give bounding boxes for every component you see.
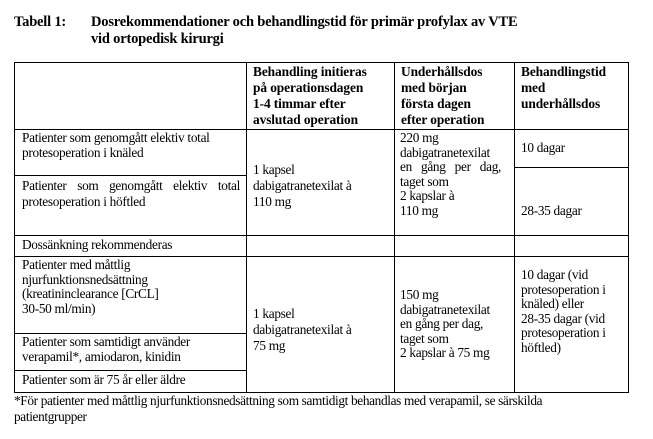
patient-line: verapamil*, amiodaron, kinidin <box>22 348 181 364</box>
dose-line: dabigatranetexilat <box>400 301 490 317</box>
duration-cell-reduced <box>521 268 627 355</box>
duration-cell-knee: 10 dagar <box>521 140 565 155</box>
patient-line: (kreatininclearance [CrCL] <box>22 286 159 301</box>
duration-cell-hip: 28-35 dagar <box>521 203 582 218</box>
header-line: med början <box>401 80 467 95</box>
header-cell-duration <box>521 64 627 112</box>
table-title <box>91 14 611 48</box>
dose-line: taget som <box>400 330 449 346</box>
header-line: underhållsdos <box>521 96 601 111</box>
header-cell-initial-dose <box>253 64 393 128</box>
dose-line: 75 mg <box>253 338 286 353</box>
footnote-line-1: *För patienter med måttlig njurfunktionsnedsättning som samtidigt behandlas med verapamil, se särskilda <box>14 393 543 408</box>
row-divider-col4 <box>514 167 629 168</box>
header-line: 1-4 timmar efter <box>253 96 346 111</box>
dose-line: 2 kapslar à 75 mg <box>400 345 490 360</box>
header-line: Behandlingstid <box>521 64 606 79</box>
header-line: avslutad operation <box>253 112 358 127</box>
patient-cell-renal <box>22 258 242 316</box>
dose-line: taget som <box>400 173 449 189</box>
patient-cell-elderly <box>22 373 242 388</box>
table-title-line-2: vid ortopedisk kirurgi <box>91 31 224 47</box>
header-line: på operationsdagen <box>253 80 364 95</box>
maintenance-dose-cell-220 <box>400 131 514 218</box>
patient-cell-knee: Patienter som genomgått elektiv total protesoperation i knäled <box>22 130 210 160</box>
duration-line: knäled) eller <box>521 296 584 311</box>
dose-line: 110 mg <box>400 202 438 218</box>
table-border-top <box>14 62 629 63</box>
patient-line: Patienter med måttlig <box>22 257 131 272</box>
duration-line: 28-35 dagar (vid <box>521 310 605 326</box>
dose-line: 2 kapslar à <box>400 188 455 203</box>
dose-line: en gång per dag, <box>400 316 484 331</box>
row-divider-g2-2 <box>14 370 246 371</box>
header-line: Underhållsdos <box>401 64 483 79</box>
header-line: Behandling initieras <box>253 64 367 79</box>
initial-dose-cell-110 <box>253 162 393 210</box>
col-divider-2 <box>394 62 395 393</box>
section-divider-top <box>14 235 629 236</box>
duration-line: höftled) <box>521 339 561 355</box>
dose-line: 220 mg <box>400 130 439 145</box>
header-line: första dagen <box>401 96 471 111</box>
col-divider-3 <box>514 62 515 393</box>
dose-line: 1 kapsel <box>253 162 295 177</box>
header-line: efter operation <box>401 112 485 127</box>
header-cell-maintenance-dose <box>401 64 513 128</box>
dose-line: en gång per dag, <box>400 159 502 174</box>
dose-line: 1 kapsel <box>253 306 295 321</box>
dose-line: 110 mg <box>253 194 291 209</box>
col-divider-1 <box>246 62 247 393</box>
patient-cell-verapamil <box>22 335 242 364</box>
patient-line: Patienter som samtidigt använder <box>22 334 191 349</box>
footnote-line-2: patientgrupper <box>14 409 87 424</box>
dose-line: dabigatranetexilat à <box>253 178 352 193</box>
duration-line: protesoperation i <box>521 281 606 297</box>
table-title-line-1: Dosrekommendationer och behandlingstid för primär profylax av VTE <box>91 14 518 30</box>
header-line: med <box>521 80 546 95</box>
table-border-right <box>628 62 629 393</box>
table-label: Tabell 1: <box>14 14 67 30</box>
footnote <box>14 393 649 425</box>
patient-line: Patienter som är 75 år eller äldre <box>22 372 186 387</box>
initial-dose-cell-75 <box>253 306 393 354</box>
dose-line: dabigatranetexilat à <box>253 322 352 337</box>
patient-line: njurfunktionsnedsättning <box>22 271 148 287</box>
dose-line: 150 mg <box>400 287 439 302</box>
patient-line: 30-50 ml/min) <box>22 300 96 316</box>
patient-cell-hip: Patienter som genomgått elektiv total protesoperation i höftled <box>22 178 240 209</box>
table-border-left <box>14 62 15 393</box>
duration-line: 10 dagar (vid <box>521 267 588 282</box>
row-divider-col1 <box>14 175 246 176</box>
section-row-dose-reduction: Dossänkning rekommenderas <box>22 237 173 252</box>
duration-line: protesoperation i <box>521 325 606 340</box>
dose-line: dabigatranetexilat <box>400 144 490 160</box>
maintenance-dose-cell-150 <box>400 288 514 361</box>
